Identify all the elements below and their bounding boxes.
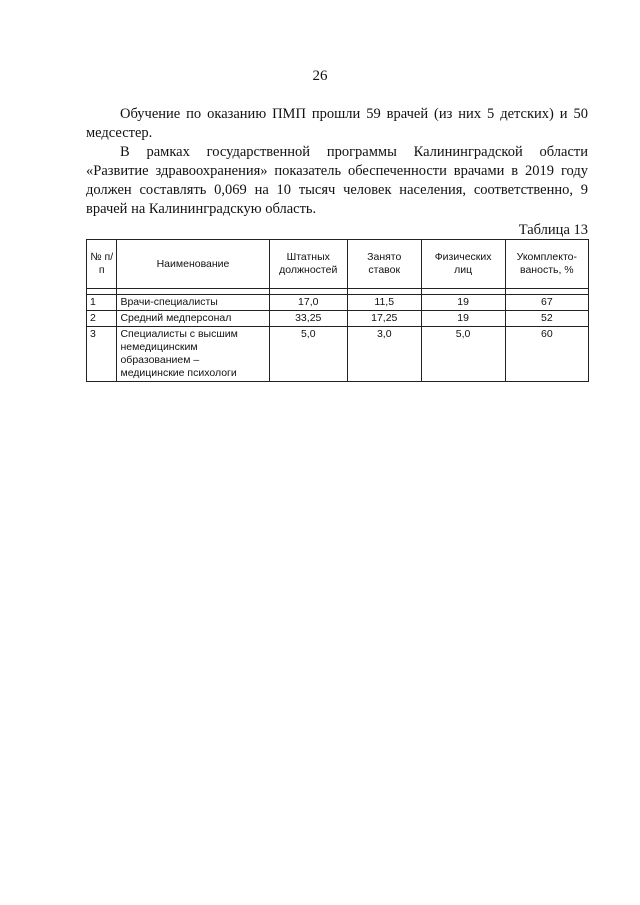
cell-shtat: 17,0	[269, 295, 347, 311]
header-ukompl: Укомплекто-ваность, %	[505, 240, 588, 289]
paragraph-training	[86, 105, 588, 143]
table-header-row	[87, 240, 589, 289]
paragraph-program	[86, 143, 588, 219]
table-row	[87, 327, 589, 382]
header-zanyato: Занято ставок	[347, 240, 421, 289]
cell-shtat: 33,25	[269, 311, 347, 327]
header-name: Наименование	[117, 240, 269, 289]
cell-num: 1	[87, 295, 117, 311]
table-row	[87, 295, 589, 311]
cell-fiz: 19	[421, 295, 505, 311]
cell-fiz: 5,0	[421, 327, 505, 382]
staffing-table	[86, 239, 589, 382]
table-row	[87, 311, 589, 327]
paragraph-program-text: В рамках государственной программы Калининградской области «Развитие здравоохранения» показатель обеспеченности врачами в 2019 году должен составлять 0,069 на 10 тысяч человек населения, соответственно, 9 врачей на Калининградскую область.	[86, 144, 588, 217]
header-num: № п/п	[87, 240, 117, 289]
cell-name: Средний медперсонал	[117, 311, 269, 327]
paragraph-training-text: Обучение по оказанию ПМП прошли 59 врачей (из них 5 детских) и 50 медсестер.	[86, 106, 588, 141]
cell-zanyato: 11,5	[347, 295, 421, 311]
cell-zanyato: 17,25	[347, 311, 421, 327]
cell-ukompl: 60	[505, 327, 588, 382]
cell-zanyato: 3,0	[347, 327, 421, 382]
table-caption: Таблица 13	[518, 222, 588, 238]
cell-ukompl: 67	[505, 295, 588, 311]
cell-shtat: 5,0	[269, 327, 347, 382]
header-shtat: Штатных должностей	[269, 240, 347, 289]
cell-num: 2	[87, 311, 117, 327]
cell-ukompl: 52	[505, 311, 588, 327]
cell-num: 3	[87, 327, 117, 382]
cell-name: Специалисты с высшим немедицинским образованием – медицинские психологи	[117, 327, 269, 382]
header-fiz: Физических лиц	[421, 240, 505, 289]
cell-fiz: 19	[421, 311, 505, 327]
cell-name: Врачи-специалисты	[117, 295, 269, 311]
page-number: 26	[312, 68, 328, 84]
